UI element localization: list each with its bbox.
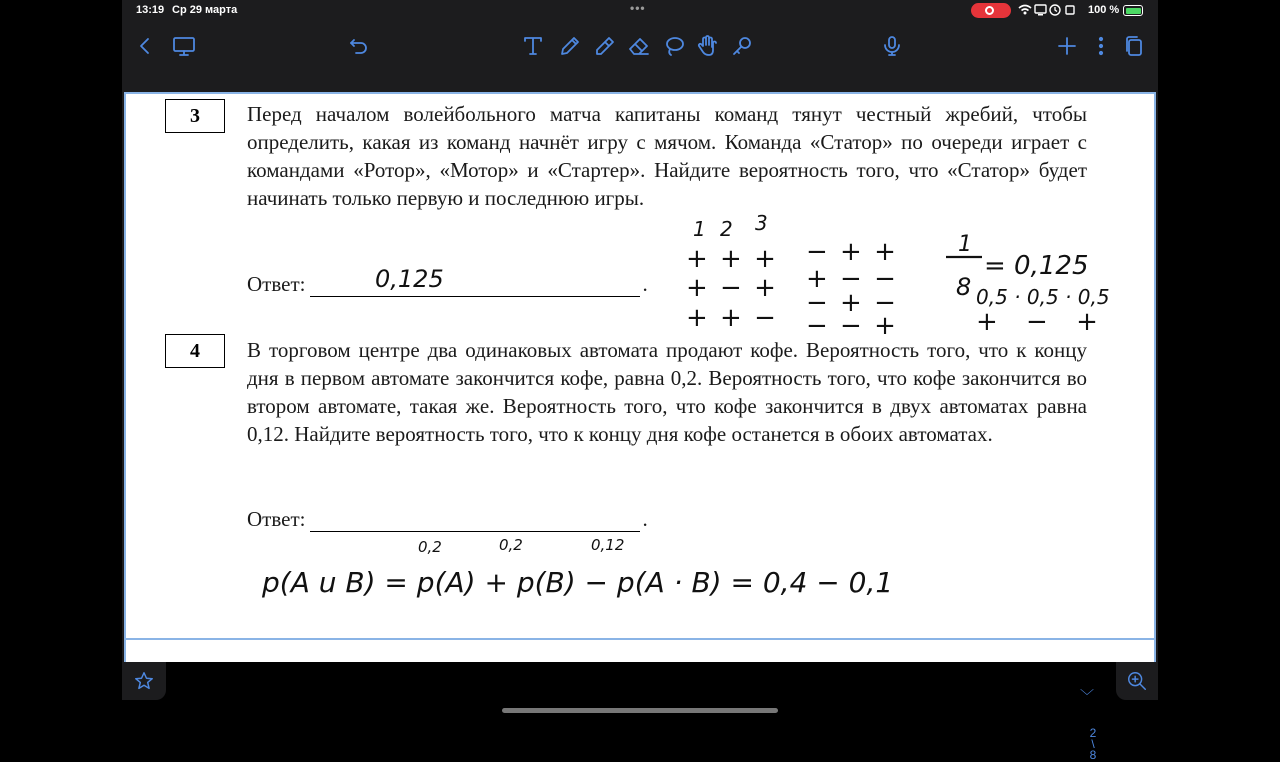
answer-label: Ответ: [247,272,306,296]
status-bar [122,0,1158,22]
hw-grid-mid-row: − − + [806,311,898,341]
status-time: 13:19 [136,4,165,16]
hw-fraction-result: = 0,125 [984,251,1089,281]
hw-product-signs: + − + [976,307,1108,337]
task-number-4: 4 [165,334,225,368]
hw-answer-3: 0,125 [375,265,444,293]
hw-fraction-numerator: 1 [958,232,972,257]
eraser-icon[interactable] [624,32,654,60]
hw-product: 0,5 · 0,5 · 0,5 [976,285,1110,309]
hw-header-3: 3 [755,211,768,235]
pages-icon[interactable] [169,32,199,60]
hand-icon[interactable] [692,32,722,60]
task-4-answer: Ответ: . [247,507,648,531]
status-date: Ср 29 марта [172,4,238,16]
hw-grid-mid-row: + − − [806,264,898,294]
hw-over-a: 0,2 [418,538,442,556]
add-icon[interactable] [1052,32,1082,60]
ipad-screen [122,0,1158,762]
undo-icon[interactable] [344,32,374,60]
battery-icon [1123,5,1143,16]
zoom-icon[interactable] [1116,662,1158,700]
hw-header-2: 2 [720,217,733,241]
hw-over-b: 0,2 [499,536,523,554]
page-separator: \ [1091,737,1095,751]
home-indicator[interactable] [502,708,778,713]
copy-icon[interactable] [1119,32,1149,60]
laser-icon[interactable] [727,32,757,60]
next-page[interactable] [124,640,1156,662]
toolbar [122,24,1158,68]
back-icon[interactable] [130,32,160,60]
chevron-down-icon[interactable]: ﹀ [1080,688,1094,704]
task-number-3: 3 [165,99,225,133]
more-icon[interactable] [1086,32,1116,60]
text-tool-icon[interactable] [518,32,548,60]
wifi-icon [1018,3,1080,17]
hw-over-ab: 0,12 [591,536,625,554]
hw-grid-mid-row: − + + [806,237,898,267]
task-3-answer: Ответ: . [247,272,648,296]
hw-fraction-denominator: 8 [956,273,972,301]
hw-grid-left-row: + + − [686,303,778,333]
hw-grid-left-row: + + + [686,244,778,274]
favorite-star-icon[interactable] [122,662,166,700]
page-current: 2 [1089,726,1097,740]
battery-percent: 100 % [1088,4,1120,16]
task-3-text: Перед началом волейбольного матча капитаны команд тянут честный жребий, чтобы определить, какая из команд начнёт игру с мячом. Команда «Статор» по очереди играет с командами «Ротор», «Мотор» и «Стартер». Найдите вероятность того, что «Статор» будет начинать только первую и последнюю игры. [247,102,1087,210]
handwriting-layer [126,94,1154,638]
multitasking-dots-icon[interactable]: ••• [630,1,646,15]
hw-formula: p(A u B) = p(A) + p(B) − p(A · B) = 0,4 − 0,1 [262,566,894,599]
answer-label: Ответ: [247,507,306,531]
microphone-icon[interactable] [877,32,907,60]
pen-icon[interactable] [555,32,585,60]
system-status-icons [1018,3,1080,20]
hw-grid-left-row: + − + [686,273,778,303]
hw-header-1: 1 [693,217,706,241]
screen-recording-icon[interactable] [971,3,1011,18]
task-4-text: В торговом центре два одинаковых автомата продают кофе. Вероятность того, что к концу дня в первом автомате закончится кофе, равна 0,2. Вероятность того, что кофе закончится во втором автомате, такая же. Вероятность того, что кофе закончится в двух автоматах равна 0,12. Найдите вероятность того, что к концу дня кофе останется в обоих автоматах. [247,338,1087,446]
document-page[interactable] [124,92,1156,762]
page-total: 8 [1089,748,1097,762]
hw-grid-mid-row: − + − [806,288,898,318]
lasso-icon[interactable] [659,32,689,60]
highlighter-icon[interactable] [590,32,620,60]
